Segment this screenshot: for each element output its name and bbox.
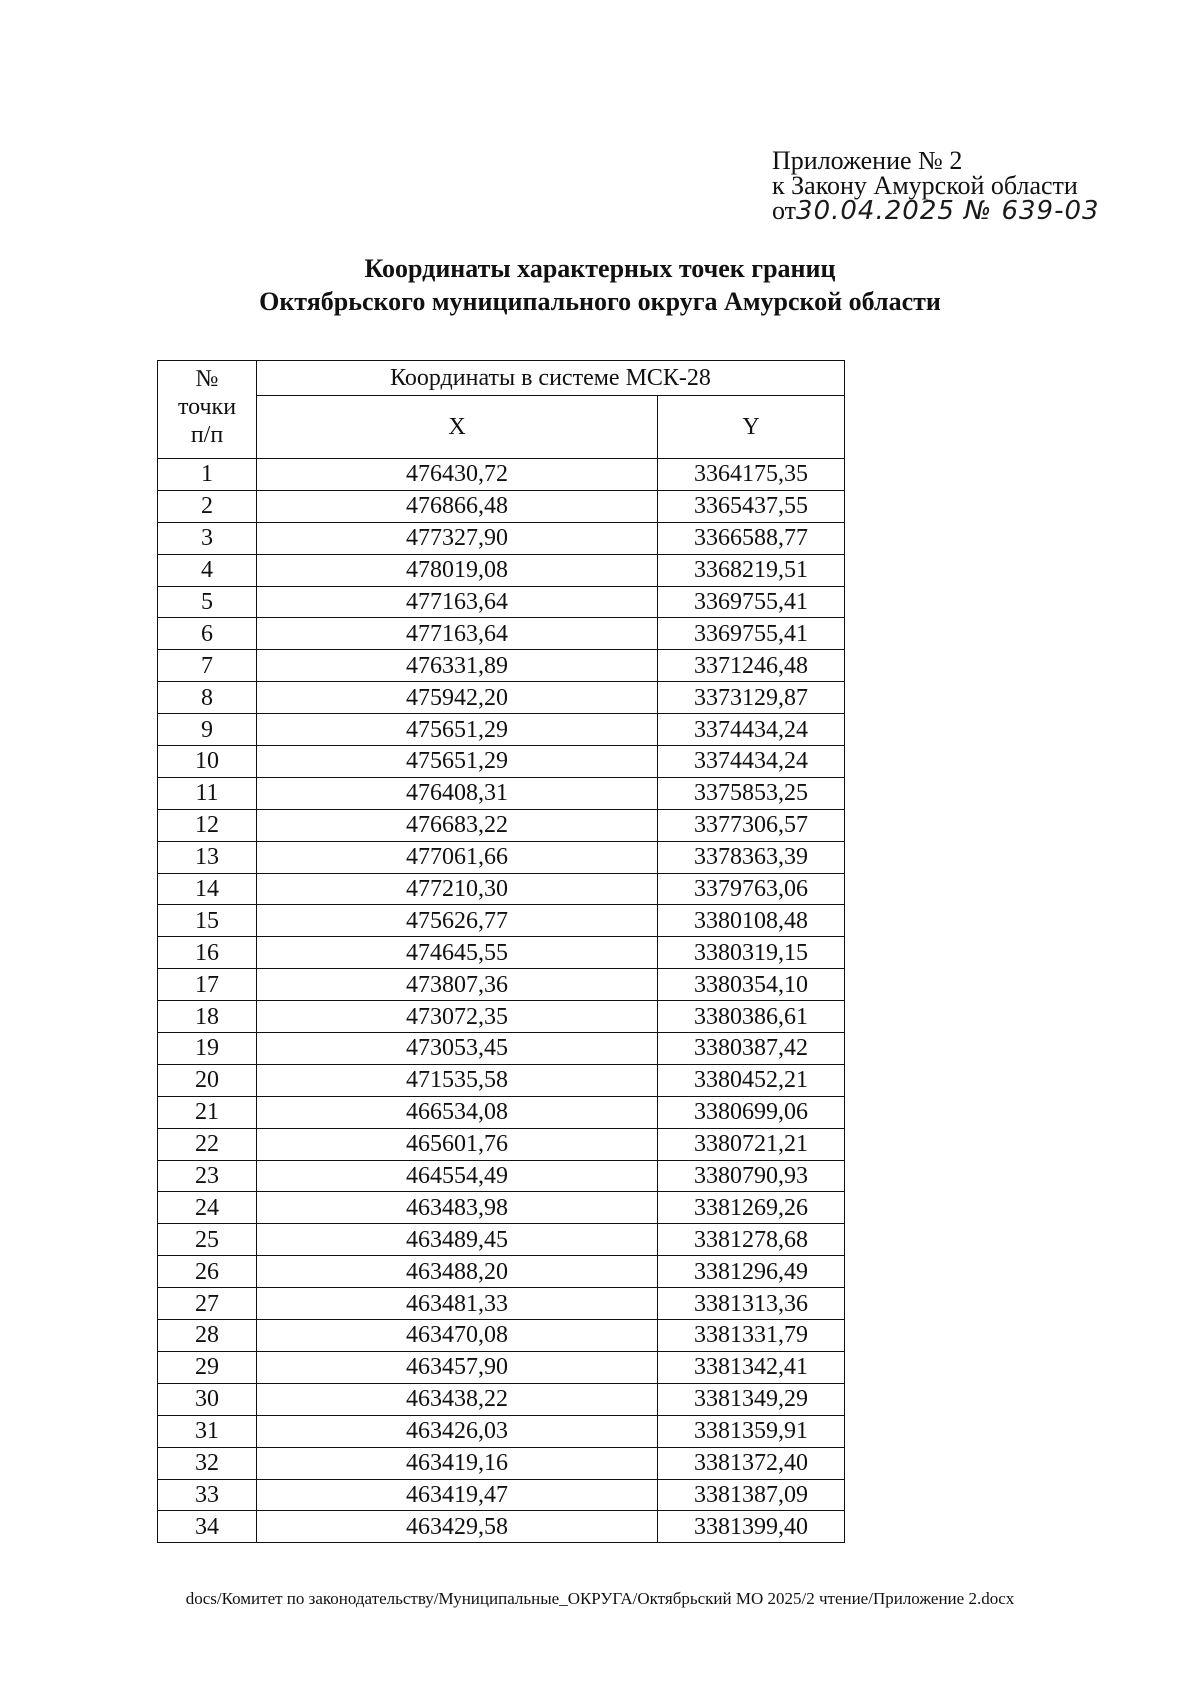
cell-y: 3368219,51 [658, 554, 845, 586]
cell-y: 3381313,36 [658, 1288, 845, 1320]
cell-x: 466534,08 [257, 1096, 658, 1128]
cell-y: 3380790,93 [658, 1160, 845, 1192]
cell-x: 477061,66 [257, 841, 658, 873]
cell-y: 3375853,25 [658, 777, 845, 809]
file-path-footer: docs/Комитет по законодательству/Муниципальные_ОКРУГА/Октябрьский МО 2025/2 чтение/Приложение 2.docx [185, 1589, 1015, 1608]
cell-x: 463426,03 [257, 1415, 658, 1447]
cell-x: 477210,30 [257, 873, 658, 905]
table-row [158, 777, 845, 809]
cell-point-number: 11 [158, 777, 257, 809]
cell-point-number: 3 [158, 522, 257, 554]
cell-point-number: 32 [158, 1447, 257, 1479]
cell-y: 3380319,15 [658, 937, 845, 969]
table-row [158, 1160, 845, 1192]
table-row [158, 1128, 845, 1160]
table-row [158, 459, 845, 491]
table-row [158, 905, 845, 937]
handwritten-date-number: 30.04.2025 № 639-03 [796, 196, 1100, 226]
cell-x: 477163,64 [257, 618, 658, 650]
cell-y: 3381278,68 [658, 1224, 845, 1256]
cell-x: 475626,77 [257, 905, 658, 937]
table-row [158, 841, 845, 873]
table-row [158, 618, 845, 650]
cell-y: 3366588,77 [658, 522, 845, 554]
table-row [158, 1351, 845, 1383]
table-row [158, 1256, 845, 1288]
cell-y: 3371246,48 [658, 650, 845, 682]
cell-y: 3377306,57 [658, 809, 845, 841]
cell-x: 463470,08 [257, 1320, 658, 1352]
cell-x: 471535,58 [257, 1064, 658, 1096]
cell-x: 476331,89 [257, 650, 658, 682]
cell-x: 477327,90 [257, 522, 658, 554]
cell-y: 3373129,87 [658, 682, 845, 714]
table-row [158, 809, 845, 841]
header-coordinate-system: Координаты в системе МСК-28 [257, 361, 845, 396]
cell-point-number: 27 [158, 1288, 257, 1320]
cell-x: 476408,31 [257, 777, 658, 809]
cell-x: 464554,49 [257, 1160, 658, 1192]
cell-x: 463419,47 [257, 1479, 658, 1511]
cell-y: 3378363,39 [658, 841, 845, 873]
coordinates-table [157, 360, 845, 1543]
cell-point-number: 30 [158, 1383, 257, 1415]
cell-x: 463457,90 [257, 1351, 658, 1383]
cell-point-number: 25 [158, 1224, 257, 1256]
cell-y: 3380386,61 [658, 1001, 845, 1033]
cell-x: 473072,35 [257, 1001, 658, 1033]
table-row [158, 1033, 845, 1065]
cell-y: 3381387,09 [658, 1479, 845, 1511]
cell-point-number: 8 [158, 682, 257, 714]
cell-y: 3380108,48 [658, 905, 845, 937]
table-row [158, 1320, 845, 1352]
cell-point-number: 9 [158, 714, 257, 746]
table-row [158, 554, 845, 586]
cell-point-number: 13 [158, 841, 257, 873]
cell-x: 463429,58 [257, 1511, 658, 1543]
table-row [158, 1415, 845, 1447]
table-row [158, 1001, 845, 1033]
cell-point-number: 10 [158, 746, 257, 778]
annex-block [772, 148, 1100, 224]
cell-x: 477163,64 [257, 586, 658, 618]
cell-y: 3364175,35 [658, 459, 845, 491]
header-x: X [257, 396, 658, 459]
annex-law: к Закону Амурской области [772, 171, 1078, 200]
cell-y: 3380354,10 [658, 969, 845, 1001]
cell-point-number: 26 [158, 1256, 257, 1288]
annex-date-prefix: от [772, 196, 797, 225]
cell-y: 3365437,55 [658, 490, 845, 522]
cell-y: 3381331,79 [658, 1320, 845, 1352]
table-row [158, 714, 845, 746]
cell-point-number: 22 [158, 1128, 257, 1160]
cell-point-number: 12 [158, 809, 257, 841]
cell-x: 474645,55 [257, 937, 658, 969]
table-row [158, 586, 845, 618]
cell-point-number: 14 [158, 873, 257, 905]
cell-x: 463481,33 [257, 1288, 658, 1320]
document-title [0, 252, 1200, 318]
cell-y: 3381399,40 [658, 1511, 845, 1543]
cell-y: 3381359,91 [658, 1415, 845, 1447]
cell-point-number: 29 [158, 1351, 257, 1383]
cell-x: 465601,76 [257, 1128, 658, 1160]
title-line-1: Координаты характерных точек границ [364, 254, 836, 283]
table-body [158, 459, 845, 1543]
cell-point-number: 34 [158, 1511, 257, 1543]
cell-x: 475651,29 [257, 746, 658, 778]
cell-y: 3380699,06 [658, 1096, 845, 1128]
table-row [158, 1064, 845, 1096]
table-row [158, 522, 845, 554]
cell-x: 476866,48 [257, 490, 658, 522]
cell-x: 463438,22 [257, 1383, 658, 1415]
table-row [158, 1447, 845, 1479]
cell-point-number: 24 [158, 1192, 257, 1224]
cell-y: 3381296,49 [658, 1256, 845, 1288]
table-row [158, 937, 845, 969]
cell-x: 463419,16 [257, 1447, 658, 1479]
annex-date-line [772, 198, 1100, 224]
cell-x: 473807,36 [257, 969, 658, 1001]
table-row [158, 1192, 845, 1224]
header-point-number [158, 361, 257, 459]
cell-point-number: 18 [158, 1001, 257, 1033]
cell-point-number: 5 [158, 586, 257, 618]
cell-y: 3374434,24 [658, 746, 845, 778]
cell-x: 475651,29 [257, 714, 658, 746]
cell-y: 3380387,42 [658, 1033, 845, 1065]
cell-y: 3380452,21 [658, 1064, 845, 1096]
cell-point-number: 2 [158, 490, 257, 522]
cell-x: 475942,20 [257, 682, 658, 714]
cell-y: 3380721,21 [658, 1128, 845, 1160]
table-row [158, 682, 845, 714]
cell-point-number: 19 [158, 1033, 257, 1065]
table-row [158, 1479, 845, 1511]
cell-y: 3369755,41 [658, 586, 845, 618]
table-row [158, 1288, 845, 1320]
cell-x: 478019,08 [257, 554, 658, 586]
cell-point-number: 15 [158, 905, 257, 937]
cell-y: 3381342,41 [658, 1351, 845, 1383]
header-point-number-text: № точки п/п [177, 366, 237, 448]
table-row [158, 490, 845, 522]
header-y: Y [658, 396, 845, 459]
cell-point-number: 21 [158, 1096, 257, 1128]
cell-x: 476430,72 [257, 459, 658, 491]
cell-y: 3374434,24 [658, 714, 845, 746]
table-row [158, 746, 845, 778]
table-row [158, 1383, 845, 1415]
cell-point-number: 31 [158, 1415, 257, 1447]
table-row [158, 650, 845, 682]
table-row [158, 1224, 845, 1256]
cell-point-number: 23 [158, 1160, 257, 1192]
cell-y: 3381349,29 [658, 1383, 845, 1415]
cell-x: 476683,22 [257, 809, 658, 841]
table-row [158, 873, 845, 905]
cell-x: 463488,20 [257, 1256, 658, 1288]
cell-y: 3381372,40 [658, 1447, 845, 1479]
cell-point-number: 7 [158, 650, 257, 682]
cell-point-number: 17 [158, 969, 257, 1001]
cell-y: 3379763,06 [658, 873, 845, 905]
cell-point-number: 33 [158, 1479, 257, 1511]
cell-point-number: 4 [158, 554, 257, 586]
annex-number: Приложение № 2 [772, 146, 963, 175]
cell-x: 473053,45 [257, 1033, 658, 1065]
cell-point-number: 16 [158, 937, 257, 969]
cell-y: 3381269,26 [658, 1192, 845, 1224]
cell-y: 3369755,41 [658, 618, 845, 650]
cell-point-number: 1 [158, 459, 257, 491]
cell-point-number: 20 [158, 1064, 257, 1096]
cell-point-number: 6 [158, 618, 257, 650]
cell-x: 463483,98 [257, 1192, 658, 1224]
table-row [158, 1511, 845, 1543]
table-row [158, 969, 845, 1001]
table-row [158, 1096, 845, 1128]
cell-point-number: 28 [158, 1320, 257, 1352]
cell-x: 463489,45 [257, 1224, 658, 1256]
title-line-2: Октябрьского муниципального округа Амурской области [259, 287, 941, 316]
